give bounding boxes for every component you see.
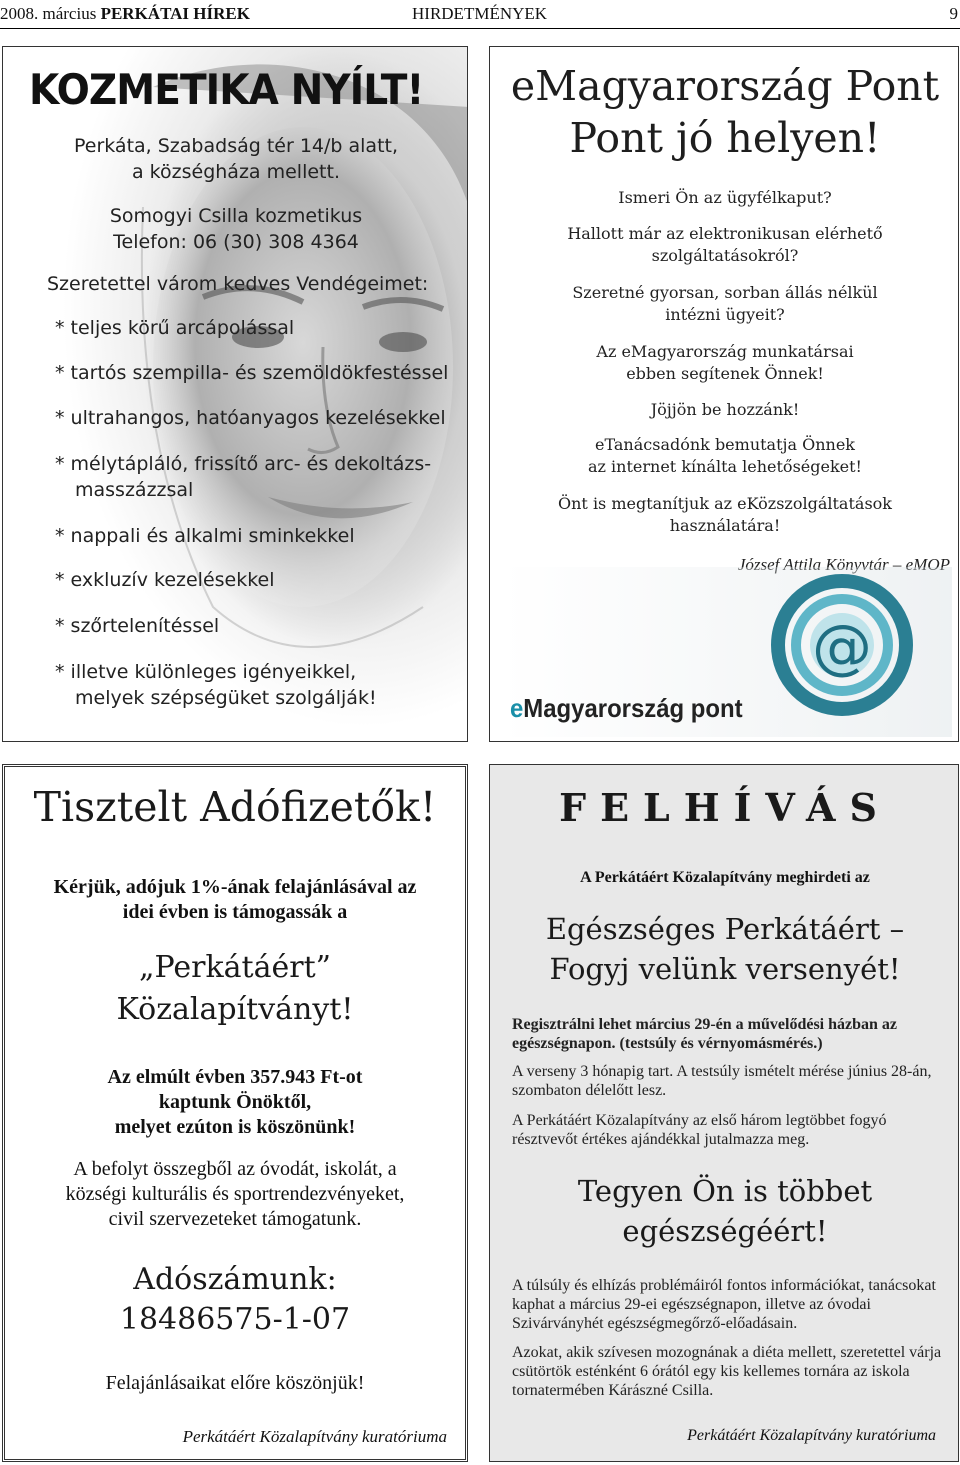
emagyarorszag-pont-logo [502,567,952,737]
felhivas-ad [489,764,959,1462]
felhivas-register: Regisztrálni lehet március 29-én a művelődési házban az egészségnapon. (testsúly és vérnyomásmérés.) [512,1016,898,1052]
kozmetika-address-2: a községháza mellett. [132,161,340,183]
ado-title: Tisztelt Adófizetők! [33,783,437,831]
emag-title-1: eMagyarország Pont [510,62,940,110]
header-paper: PERKÁTAI HÍREK [100,4,250,23]
service-item: * exkluzív kezelésekkel [55,569,275,591]
emag-title-2: Pont jó helyen! [569,114,881,162]
page-number: 9 [949,4,958,23]
felhivas-duration: A verseny 3 hónapig tart. A testsúly ismételt mérése június 28-án, szombaton délelőtt lesz. [512,1063,932,1099]
page-header [0,0,960,30]
header-date: 2008. március [0,4,97,23]
emag-line: Hallott már az elektronikusan elérhető [567,224,883,243]
felhivas-contest-1: Egészséges Perkátáért – [545,912,905,946]
logo-at-glyph: @ [812,612,872,682]
emag-line: Önt is megtanítjuk az eKözszolgáltatások [558,494,892,513]
felhivas-slogan-1: Tegyen Ön is többet [577,1174,873,1208]
ado-thanks-1: Az elmúlt évben 357.943 Ft-ot [107,1066,363,1088]
ado-usage-2: községi kulturális és sportrendezvényeket, [65,1183,405,1205]
service-item: * szőrtelenítéssel [55,615,220,637]
felhivas-signature: Perkátáért Közalapítvány kuratóriuma [687,1427,936,1444]
felhivas-info: A túlsúly és elhízás problémáiról fontos információkat, tanácsokat kaphat a március 29-ei egészségnapon, illetve az óvodai Szivárványhét egészségmegőrző-előadásain. [512,1277,936,1332]
emag-line: Ismeri Ön az ügyfélkaput? [618,188,832,207]
kozmetika-phone: Telefon: 06 (30) 308 4364 [113,231,359,253]
ado-closing: Felajánlásaikat előre köszönjük! [105,1372,365,1394]
service-item: * nappali és alkalmi sminkekkel [55,525,355,547]
ado-foundation-1: „Perkátáért” [139,950,331,985]
kozmetika-address-1: Perkáta, Szabadság tér 14/b alatt, [73,135,399,157]
adofizetok-ad [2,764,468,1462]
ado-foundation-2: Közalapítványt! [116,992,354,1027]
logo-e: e [510,693,524,723]
ado-tax-label: Adószámunk: [133,1262,337,1297]
kozmetika-title: KOZMETIKA NYÍLT! [29,65,424,114]
header-section: HIRDETMÉNYEK [412,4,548,23]
emag-line: eTanácsadónk bemutatja Önnek [594,435,855,454]
ado-usage-3: civil szervezeteket támogatunk. [108,1208,362,1230]
header-left [0,4,250,24]
emag-line: Az eMagyarország munkatársai [596,342,854,361]
service-item: * teljes körű arcápolással [55,317,295,339]
service-item: * ultrahangos, hatóanyagos kezelésekkel [55,407,446,429]
felhivas-announcer: A Perkátáért Közalapítvány meghirdeti az [580,869,870,886]
emag-line: ebben segítenek Önnek! [626,364,824,383]
emag-line: szolgáltatásokról? [651,246,799,265]
ado-request-2: idei évben is támogassák a [122,901,348,923]
kozmetika-name: Somogyi Csilla kozmetikus [109,205,363,227]
felhivas-contest-2: Fogyj velünk versenyét! [549,952,901,986]
ado-request-1: Kérjük, adójuk 1%-ának felajánlásával az [53,876,417,898]
service-item: * tartós szempilla- és szemöldökfestéssel [55,362,449,384]
service-item: * mélytápláló, frissítő arc- és dekoltázs- [55,453,432,475]
felhivas-prize: A Perkátáért Közalapítvány az első három legtöbbet fogyó résztvevőt értékes ajándékkal jutalmazza meg. [512,1112,887,1148]
felhivas-invite: Azokat, akik szívesen mozognának a diéta mellett, szeretettel várja csütörtök esténként 6 órától egy kis kellemes tornára az iskola tornatermében Kárászné Csilla. [512,1344,942,1399]
service-item: * illetve különleges igényeikkel, [55,661,357,683]
ado-tax-number: 18486575-1-07 [119,1302,351,1337]
emagyarorszag-ad [489,46,959,742]
emag-line: intézni ügyeit? [665,305,785,324]
emag-line: használatára! [669,516,781,535]
ado-usage-1: A befolyt összegből az óvodát, iskolát, a [73,1158,397,1180]
ado-thanks-3: melyet ezúton is köszönünk! [114,1116,356,1138]
logo-wordmark [510,693,743,724]
kozmetika-welcome: Szeretettel várom kedves Vendégeimet: [47,273,429,295]
service-item-cont: masszázzsal [75,479,194,501]
felhivas-slogan-2: egészségéért! [622,1214,828,1248]
service-item-cont: melyek szépségüket szolgálják! [75,687,377,709]
ado-thanks-2: kaptunk Önöktől, [158,1091,312,1113]
kozmetika-ad [2,46,468,742]
header-rule [0,28,960,29]
logo-main: Magyarország pont [523,693,743,723]
emag-line: Jöjjön be hozzánk! [650,400,800,419]
ado-signature: Perkátáért Közalapítvány kuratóriuma [182,1427,447,1446]
felhivas-title: FELHÍVÁS [559,785,891,830]
emag-line: az internet kínálta lehetőségeket! [588,457,862,476]
emag-line: Szeretné gyorsan, sorban állás nélkül [572,283,878,302]
emag-signature: József Attila Könyvtár – eMOP [737,555,950,574]
